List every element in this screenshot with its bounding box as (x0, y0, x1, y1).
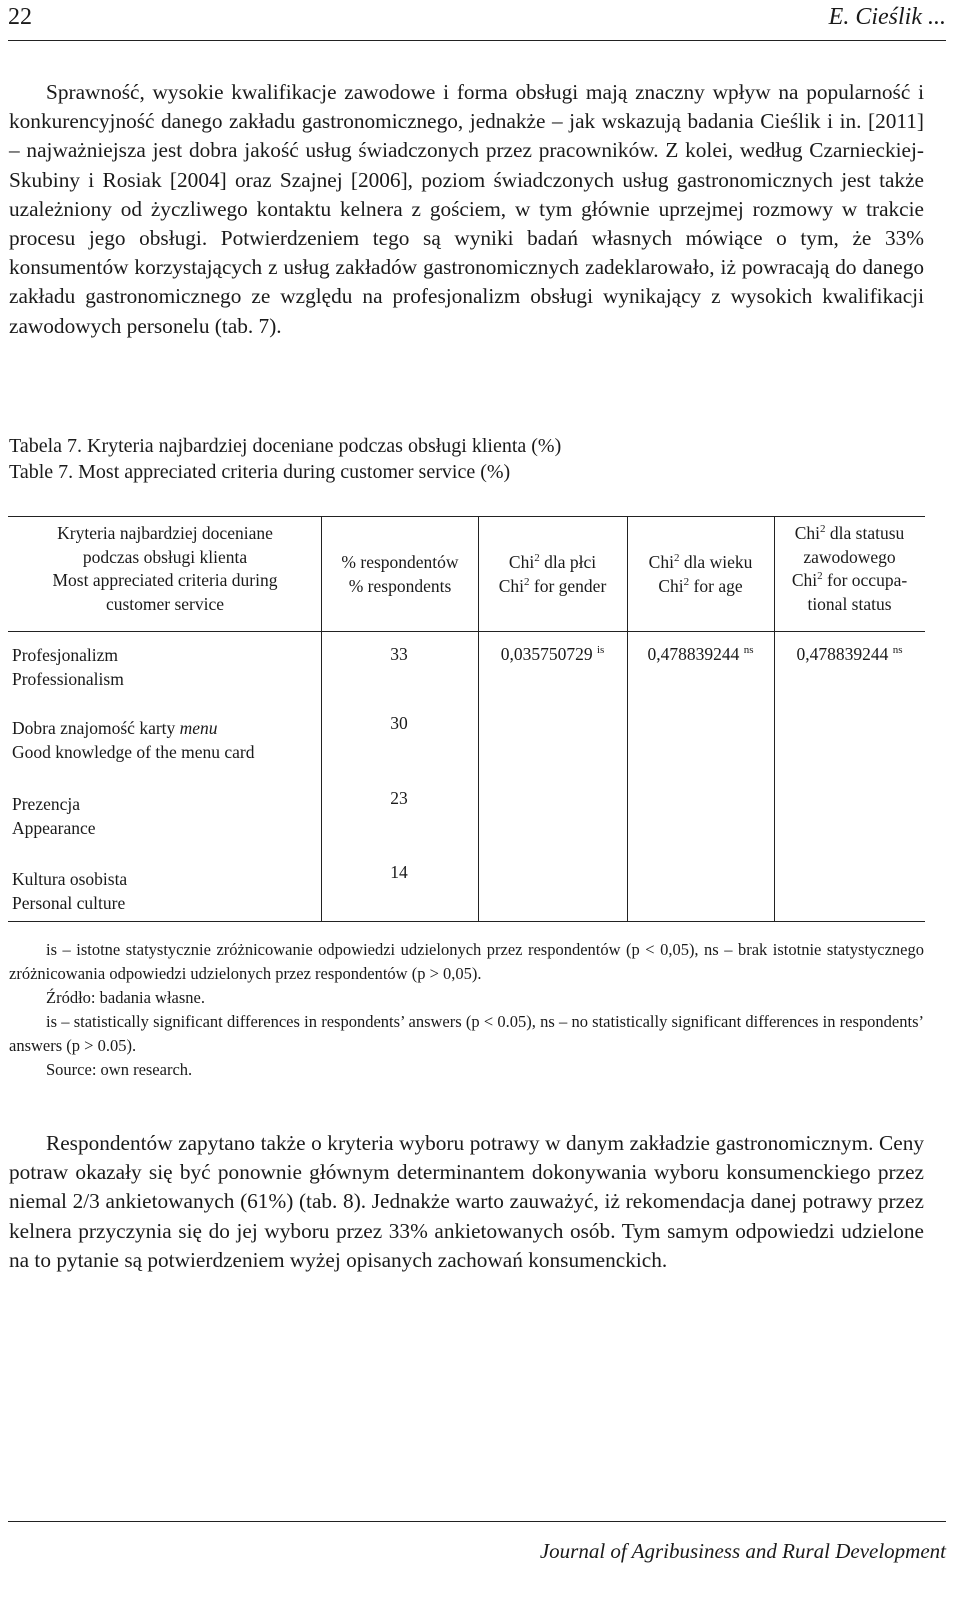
table-caption-pl: Tabela 7. Kryteria najbardziej doceniane podczas obsługi klienta (%) (9, 435, 562, 457)
table-row-label (12, 643, 124, 691)
running-head: E. Cieślik ... (828, 4, 946, 30)
row-label-en: Personal culture (12, 893, 126, 913)
row-label-pl: Prezencja (12, 794, 81, 814)
table-header-rule (8, 631, 925, 632)
row-label-en: Good knowledge of the menu card (12, 742, 255, 762)
header-chi-age (627, 551, 774, 598)
header-chi-status-line: Chi$^2$ for occupa- (791, 570, 908, 591)
chi-age-value: 0,478839244 $^{ns}$ (647, 644, 754, 664)
page-number: 22 (8, 4, 32, 30)
header-chi-status-line: Chi$^2$ dla statusu (794, 523, 905, 543)
row-percent: 23 (390, 788, 408, 808)
header-chi-gender (478, 551, 627, 598)
header-percent-pl: % respondentów (341, 552, 459, 572)
table-row-label (12, 716, 255, 764)
body-paragraph-1 (9, 78, 924, 341)
row-percent: 30 (390, 713, 408, 733)
page-header (8, 0, 946, 41)
row-label-pl: Kultura osobista (12, 869, 128, 889)
header-chi-age-pl: Chi$^2$ dla wieku (648, 552, 753, 572)
table-caption-en: Table 7. Most appreciated criteria during customer service (%) (9, 461, 511, 483)
header-criteria (10, 522, 320, 616)
body-paragraph-1-text: Sprawność, wysokie kwalifikacje zawodowe i forma obsługi mają znaczny wpływ na popularność i konkurencyjność danego zakładu gastronomicznego, jednakże – jak wskazują badania Cieślik i in. [2011] – najważniejsza jest dobra jakość usług świadczonych przez pracowników. Z kolei, według Czarnieckiej-Skubiny i Rosiak [2004] oraz Szajnej [2006], poziom świadczonych usług gastronomicznych jest także uzależniony od życzliwego kontaktu kelnera z gościem, w tym głównie uprzejmej rozmowy w trakcie procesu jego obsługi. Potwierdzeniem tego są wyniki badań własnych mówiące o tym, że 33% konsumentów korzystających z usług zakładów gastronomicznych zadeklarowało, iż powracają do danego zakładu gastronomicznego ze względu na profesjonalizm obsługi wynikający z wysokich kwalifikacji zawodowych personelu (tab. 7). (9, 80, 924, 338)
table-note-en-text: is – statistically significant differences in respondents’ answers (p < 0.05), ns – no statistically significant differences in respondents’ answers (p > 0.05). (9, 1012, 924, 1055)
table-note-pl (9, 938, 924, 985)
header-criteria-line: Kryteria najbardziej doceniane (57, 523, 273, 543)
journal-footer: Journal of Agribusiness and Rural Development (539, 1539, 946, 1563)
row-label-pl: Profesjonalizm (12, 645, 118, 665)
chi-gender-value: 0,035750729 $^{is}$ (500, 644, 605, 664)
source-note-pl: Źródło: badania własne. (46, 988, 205, 1007)
body-paragraph-2 (9, 1129, 924, 1275)
table-note-en (9, 1010, 924, 1057)
header-percent (321, 551, 479, 598)
source-note-en: Source: own research. (46, 1060, 193, 1079)
table-row-label (12, 792, 96, 840)
header-criteria-line: podczas obsługi klienta (82, 546, 248, 567)
row-percent: 14 (390, 862, 408, 882)
header-chi-gender-en: Chi$^2$ for gender (498, 575, 607, 596)
header-chi-status (774, 522, 925, 616)
chi-status-value: 0,478839244 $^{ns}$ (796, 644, 903, 664)
header-criteria-line: customer service (105, 593, 225, 614)
header-chi-gender-pl: Chi$^2$ dla płci (508, 552, 597, 572)
header-chi-status-line: tional status (807, 593, 892, 614)
row-label-en: Professionalism (12, 669, 124, 689)
table-row-label (12, 867, 127, 915)
row-label-en: Appearance (12, 818, 96, 838)
table-note-pl-text: is – istotne statystycznie zróżnicowanie odpowiedzi udzielonych przez respondentów (p < 0,05), ns – brak istotnie statystycznego zróżnicowania odpowiedzi udzielonych przez respondentów (p > 0,05). (9, 940, 924, 983)
header-percent-en: % respondents (348, 575, 452, 596)
footer-rule (8, 1521, 946, 1522)
table-top-rule (8, 516, 925, 517)
table-bottom-rule (8, 921, 925, 922)
row-percent: 33 (390, 644, 408, 664)
header-criteria-line: Most appreciated criteria during (52, 570, 278, 591)
body-paragraph-2-text: Respondentów zapytano także o kryteria wyboru potrawy w danym zakładzie gastronomicznym. Ceny potraw okazały się być ponownie głównym determinantem dokonywania wyboru konsumenckiego przez niemal 2/3 ankietowanych (61%) (tab. 8). Jednakże warto zauważyć, iż rekomendacja danej potrawy przez kelnera przyczynia się do jej wyboru przez 33% ankietowanych osób. Tym samym odpowiedzi udzielone na to pytanie są potwierdzeniem wyżej opisanych zachowań konsumenckich. (9, 1131, 924, 1272)
header-chi-status-line: zawodowego (803, 546, 896, 567)
header-chi-age-en: Chi$^2$ for age (658, 575, 743, 596)
row-label-pl: Dobra znajomość karty menu (12, 718, 218, 738)
